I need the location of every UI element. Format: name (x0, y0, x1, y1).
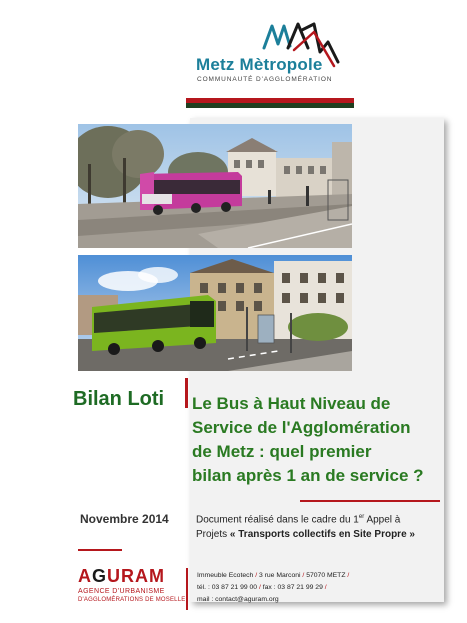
brand-name: Metz Mètropole (196, 55, 323, 74)
title-line: de Metz : quel premier (192, 442, 372, 461)
aguram-letter-g: G (92, 566, 108, 586)
agency-subline1: AGENCE D'URBANISME (78, 588, 165, 595)
phone-part: fax : 03 87 21 99 29 (260, 584, 325, 591)
photo-bus-pink (78, 124, 352, 248)
context-line2-bold: « Transports collectifs en Site Propre » (229, 529, 415, 541)
contact-phone: tél. : 03 87 21 99 00 / fax : 03 87 21 99 29 / (197, 584, 327, 591)
context-line2-start: Projets (196, 529, 230, 541)
title-accent-bar (185, 378, 188, 408)
address-part: 57070 METZ (304, 572, 348, 579)
agency-divider (186, 568, 188, 610)
contact-address: Immeuble Ecotech / 3 rue Marconi / 57070 METZ / (197, 572, 350, 579)
title-underline (300, 500, 440, 502)
agency-subline2: D'AGGLOMÉRATIONS DE MOSELLE (78, 597, 186, 603)
phone-part: tél. : 03 87 21 99 00 (197, 584, 259, 591)
context-sup: er (358, 514, 365, 520)
report-type: Bilan Loti (73, 388, 165, 410)
title-line: Service de l'Agglomération (192, 418, 411, 437)
aguram-letter-a: A (78, 566, 92, 586)
aguram-letters-rest: URAM (107, 566, 166, 586)
address-part: 3 rue Marconi (257, 572, 303, 579)
title-line: Le Bus à Haut Niveau de (192, 394, 391, 413)
header-band-green (186, 103, 354, 108)
contact-email[interactable]: mail : contact@aguram.org (197, 596, 279, 603)
aguram-logo (78, 566, 165, 587)
context-line1-end: Appel à (364, 514, 401, 526)
publication-date: Novembre 2014 (80, 512, 169, 526)
context-text (196, 510, 436, 542)
main-title (192, 392, 442, 488)
title-line: bilan après 1 an de service ? (192, 466, 424, 485)
context-line1: Document réalisé dans le cadre du 1 (196, 514, 359, 526)
photo-bus-green (78, 255, 352, 371)
brand-subtitle: COMMUNAUTÉ D'AGGLOMÉRATION (197, 76, 333, 83)
address-part: Immeuble Ecotech (197, 572, 256, 579)
footer-accent-line (78, 549, 122, 551)
